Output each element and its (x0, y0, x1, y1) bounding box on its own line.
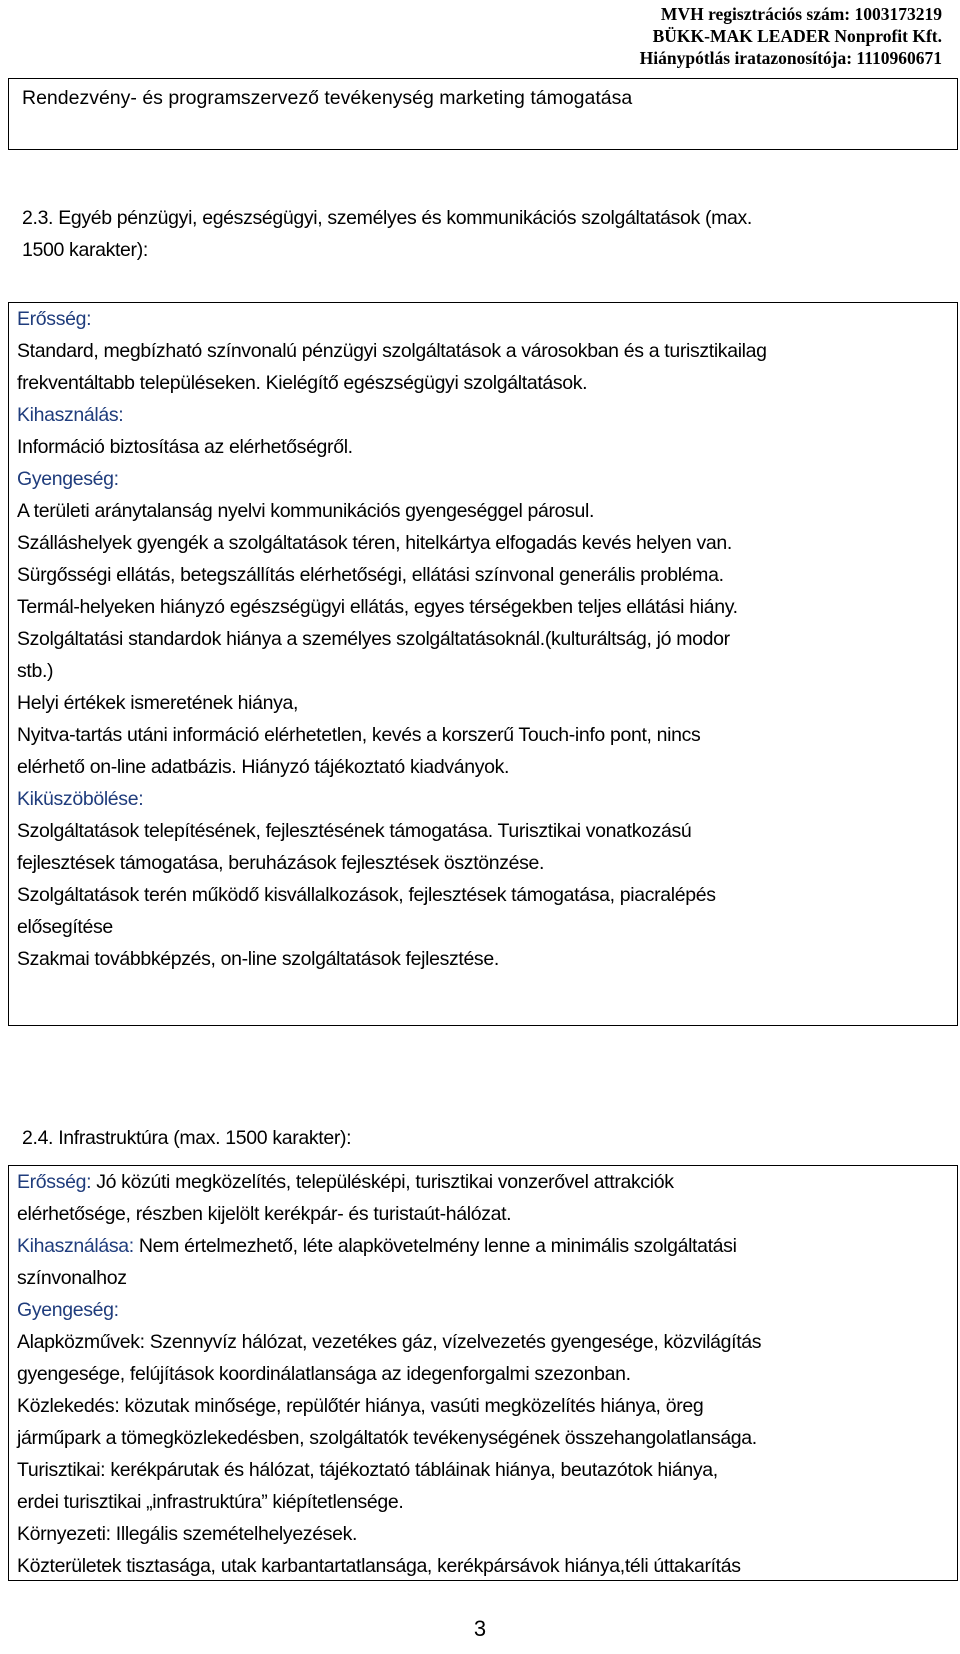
services-box (8, 302, 958, 1026)
body-line: Helyi értékek ismeretének hiánya, (17, 692, 299, 714)
body-line: Információ biztosítása az elérhetőségről. (17, 436, 353, 458)
body-line: Szolgáltatások terén működő kisvállalkozások, fejlesztések támogatása, piacralépés (17, 884, 716, 906)
utilization-label: Kihasználás: (17, 404, 124, 426)
elimination-label: Kiküszöbölése: (17, 788, 144, 810)
registration-number: MVH regisztrációs szám: 1003173219 (660, 4, 942, 24)
event-marketing-text: Rendezvény- és programszervező tevékenység marketing támogatása (22, 87, 633, 109)
body-line: Termál-helyeken hiányzó egészségügyi ellátás, egyes térségekben teljes ellátási hiány. (17, 596, 738, 618)
body-line: Közlekedés: közutak minősége, repülőtér hiánya, vasúti megközelítés hiánya, öreg (17, 1395, 704, 1417)
body-line: Nyitva-tartás utáni információ elérhetetlen, kevés a korszerű Touch-info pont, nincs (17, 724, 701, 746)
document-header (640, 3, 942, 69)
body-line: Sürgősségi ellátás, betegszállítás elérhetőségi, ellátási színvonal generális probléma. (17, 564, 724, 586)
utilization-line (17, 1230, 941, 1262)
body-line: Szálláshelyek gyengék a szolgáltatások téren, hitelkártya elfogadás kevés helyen van. (17, 532, 732, 554)
body-line: gyengesége, felújítások koordinálatlansága az idegenforgalmi szezonban. (17, 1363, 631, 1385)
body-line: járműpark a tömegközlekedésben, szolgáltatók tevékenységének összehangolatlansága. (17, 1427, 757, 1449)
section-2-3-heading-line2: 1500 karakter): (22, 239, 148, 261)
body-line: Környezeti: Illegális szemételhelyezések. (17, 1523, 358, 1545)
body-line: színvonalhoz (17, 1267, 127, 1289)
section-2-3-heading-line1: 2.3. Egyéb pénzügyi, egészségügyi, személyes és kommunikációs szolgáltatások (max. (22, 207, 753, 229)
body-line: Alapközművek: Szennyvíz hálózat, vezetékes gáz, vízelvezetés gyengesége, közvilágítás (17, 1331, 762, 1353)
page-number: 3 (473, 1616, 487, 1641)
infrastructure-box (8, 1165, 958, 1581)
strength-text: Jó közúti megközelítés, településképi, turisztikai vonzerővel attrakciók (91, 1171, 674, 1193)
body-line: elősegítése (17, 916, 113, 938)
body-line: fejlesztések támogatása, beruházások fejlesztések ösztönzése. (17, 852, 545, 874)
body-line: elérhetősége, részben kijelölt kerékpár- és turistaút-hálózat. (17, 1203, 512, 1225)
body-line: A területi aránytalanság nyelvi kommunikációs gyengeséggel párosul. (17, 500, 595, 522)
strength-label: Erősség: (17, 308, 92, 330)
organization-name: BÜKK-MAK LEADER Nonprofit Kft. (652, 26, 942, 46)
utilization-label: Kihasználása: (17, 1235, 134, 1257)
body-line: Turisztikai: kerékpárutak és hálózat, tájékoztató tábláinak hiánya, beutazótok hiánya, (17, 1459, 718, 1481)
section-2-3-heading (22, 202, 752, 266)
body-line: erdei turisztikai „infrastruktúra” kiépítetlensége. (17, 1491, 404, 1513)
section-2-4-heading: 2.4. Infrastruktúra (max. 1500 karakter): (22, 1127, 352, 1149)
body-line: frekventáltabb településeken. Kielégítő egészségügyi szolgáltatások. (17, 372, 588, 394)
supplement-id: Hiánypótlás iratazonosítója: 1110960671 (639, 48, 942, 68)
strength-line (17, 1166, 941, 1198)
body-line: Szolgáltatási standardok hiánya a személyes szolgáltatásoknál.(kulturáltság, jó modor (17, 628, 730, 650)
body-line: Közterületek tisztasága, utak karbantartatlansága, kerékpársávok hiánya,téli úttakarítás (17, 1555, 741, 1577)
strength-label: Erősség: (17, 1171, 92, 1193)
body-line: Szolgáltatások telepítésének, fejlesztésének támogatása. Turisztikai vonatkozású (17, 820, 692, 842)
event-marketing-box (8, 78, 958, 150)
weakness-label: Gyengeség: (17, 468, 119, 490)
weakness-label: Gyengeség: (17, 1299, 119, 1321)
body-line: elérhető on-line adatbázis. Hiányzó tájékoztató kiadványok. (17, 756, 510, 778)
body-line: Szakmai továbbképzés, on-line szolgáltatások fejlesztése. (17, 948, 499, 970)
body-line: Standard, megbízható színvonalú pénzügyi szolgáltatások a városokban és a turisztikailag (17, 340, 767, 362)
utilization-text: Nem értelmezhető, léte alapkövetelmény lenne a minimális szolgáltatási (133, 1235, 737, 1257)
body-line: stb.) (17, 660, 54, 682)
